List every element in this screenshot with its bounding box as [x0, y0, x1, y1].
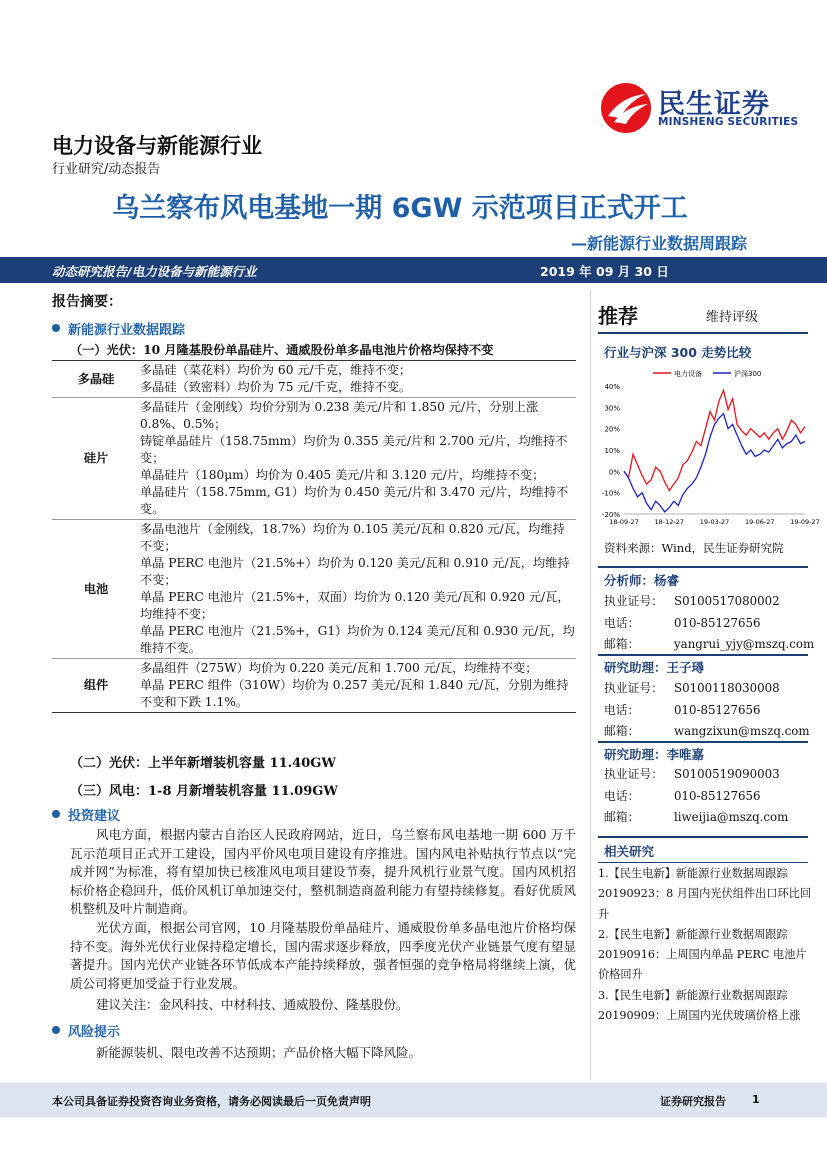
- row-line: 多晶硅（菜花料）均价为 60 元/千克，维持不变；: [140, 363, 412, 377]
- footer-brand: 证券研究报告: [660, 1095, 726, 1108]
- table-row: [52, 398, 576, 520]
- table-row: [52, 520, 576, 659]
- y-tick-label: 40%: [604, 383, 620, 391]
- x-tick-label: 19-03-27: [699, 518, 730, 526]
- section-data-tracking: 新能源行业数据跟踪: [68, 323, 186, 338]
- analyst-contact: 执业证号： S0100517080002 电话： 010-85127656 邮箱： yangrui_yjy@mszq.com: [604, 594, 815, 651]
- x-tick-label: 18-12-27: [654, 518, 685, 526]
- sidebar-divider: [598, 862, 808, 863]
- brand-name-cn: 民生证券: [658, 89, 770, 120]
- abstract-heading: 报告摘要：: [52, 294, 122, 310]
- y-tick-label: 10%: [604, 447, 620, 455]
- row-category: 组件: [52, 659, 140, 713]
- row-line: 单晶 PERC 电池片（21.5%+，G1）均价为 0.124 美元/瓦和 0.930 元/瓦，均维持不变。: [140, 624, 575, 655]
- sidebar-divider: [598, 332, 808, 334]
- assistant-heading: 研究助理：李唯嘉: [604, 747, 705, 762]
- related-research-list: [598, 864, 816, 1026]
- recommendation: 推荐: [598, 304, 638, 328]
- row-category: 多晶硅: [77, 371, 115, 386]
- table-row: [52, 361, 576, 398]
- report-headline: 乌兰察布风电基地一期 6GW 示范项目正式开工: [112, 193, 688, 224]
- subsection-wind-install: （三）风电：1-8 月新增装机容量 11.09GW: [70, 784, 338, 799]
- investment-wind-paragraph: 风电方面，根据内蒙古自治区人民政府网站，近日，乌兰察布风电基地一期 600 万千瓦示范项目正式开工建设，国内平价风电项目建设有序推进。国内风电补贴执行节点以“完成并网”为标准，将有望加快已核准风电项目建设节奏，提升风机行业景气度。国内风机招标价格企稳回升，低价风机订单加速交付，整机制造商盈利能力有望持续修复。看好优质风机整机及叶片制造商。: [70, 827, 576, 916]
- row-line: 单晶硅片（180μm）均价为 0.405 美元/片和 3.120 元/片，均维持不变；: [140, 468, 545, 482]
- y-tick-label: -10%: [601, 489, 620, 498]
- x-tick-label: 18-09-27: [609, 518, 639, 526]
- row-line: 多晶硅（致密料）均价为 75 元/千克，维持不变。: [140, 380, 412, 394]
- chart-source: 资料来源：Wind，民生证券研究院: [604, 541, 784, 555]
- legend-label: 沪深300: [734, 370, 762, 378]
- row-category: 硅片: [52, 398, 140, 520]
- x-tick-label: 19-09-27: [790, 518, 820, 526]
- column-divider: [590, 290, 591, 1080]
- minsheng-logo: [600, 80, 800, 136]
- analyst-heading: 分析师：杨睿: [604, 573, 680, 588]
- assistant-email[interactable]: wangzixun@mszq.com: [674, 724, 810, 738]
- row-line: 多晶电池片（金刚线，18.7%）均价为 0.105 美元/瓦和 0.820 元/瓦，均维持不变；: [140, 522, 565, 553]
- assistant-contact: 执业证号： S0100118030008 电话： 010-85127656 邮箱： wangzixun@mszq.com: [604, 681, 810, 738]
- header-bar-category: 动态研究报告/电力设备与新能源行业: [52, 264, 257, 279]
- report-date: 2019 年 09 月 30 日: [540, 264, 669, 279]
- investment-pv-paragraph: 光伏方面，根据公司官网，10 月隆基股份单晶硅片、通威股份单多晶电池片价格均保持不变。海外光伏行业保持稳定增长，国内需求逐步释放，四季度光伏产业链景气度有望显著提升。国内光伏产业链各环节低成本产能持续释放，强者恒强的竞争格局将继续上演，优质公司将更加受益于行业发展。: [70, 920, 576, 991]
- industry-title: 电力设备与新能源行业: [52, 134, 262, 158]
- x-tick-label: 19-06-27: [744, 518, 775, 526]
- assistant-contact: 执业证号： S0100519090003 电话： 010-85127656 邮箱： liweijia@mszq.com: [604, 767, 789, 824]
- row-line: 单晶硅片（158.75mm, G1）均价为 0.450 美元/片和 3.470 元/片，均维持不变。: [140, 485, 569, 516]
- header-bar: [0, 257, 827, 283]
- related-link[interactable]: 2.【民生电新】新能源行业数据周跟踪 20190916：上周国内单晶 PERC 电池片价格回升: [598, 927, 807, 982]
- row-line: 单晶 PERC 组件（310W）均价为 0.257 美元/瓦和 1.840 元/瓦，分别为维持不变和下跌 1.1%。: [140, 678, 569, 709]
- sidebar-divider: [598, 654, 808, 656]
- sidebar-divider: [598, 566, 808, 568]
- y-tick-label: 0%: [608, 468, 620, 477]
- price-table: [52, 340, 576, 713]
- row-line: 多晶硅片（金刚线）均价分别为 0.238 美元/片和 1.850 元/片，分别上涨 0.8%、0.5%；: [140, 400, 539, 431]
- row-line: 单晶 PERC 电池片（21.5%+）均价为 0.120 美元/瓦和 0.910 元/瓦，均维持不变；: [140, 556, 570, 587]
- sidebar-divider: [598, 836, 808, 838]
- minsheng-emblem-icon: [600, 82, 652, 134]
- risk-paragraph: 新能源装机、限电改善不达预期；产品价格大幅下降风险。: [96, 1045, 422, 1060]
- related-link[interactable]: 1.【民生电新】新能源行业数据周跟踪 20190923：8 月国内光伏组件出口环比回升: [598, 867, 812, 921]
- subsection-pv-install: （二）光伏：上半年新增装机容量 11.40GW: [70, 756, 336, 771]
- section-bullet-icon: [52, 810, 60, 818]
- analyst-email[interactable]: yangrui_yjy@mszq.com: [674, 637, 815, 651]
- related-research-heading: 相关研究: [604, 844, 655, 859]
- row-line: 多晶组件（275W）均价为 0.220 美元/瓦和 1.700 元/瓦，均维持不变；: [140, 661, 538, 675]
- performance-chart: [598, 364, 820, 526]
- page-number: 1: [752, 1093, 760, 1106]
- row-line: 铸锭单晶硅片（158.75mm）均价为 0.355 美元/片和 2.700 元/片，均维持不变；: [140, 434, 568, 465]
- footer-disclaimer: 本公司具备证券投资咨询业务资格，请务必阅读最后一页免责声明: [52, 1095, 371, 1108]
- section-investment: 投资建议: [68, 809, 121, 824]
- price-table-title: （一）光伏：10 月隆基股份单晶硅片、通威股份单多晶电池片价格均保持不变: [52, 340, 576, 361]
- section-bullet-icon: [52, 1026, 60, 1034]
- price-table-container: [52, 340, 576, 713]
- brand-name-en: MINSHENG SECURITIES: [658, 116, 799, 128]
- assistant-heading: 研究助理：王子璕: [604, 660, 705, 675]
- sidebar-divider: [598, 741, 808, 743]
- chart-title: 行业与沪深 300 走势比较: [604, 345, 752, 360]
- section-risk: 风险提示: [68, 1025, 121, 1040]
- report-type: 行业研究/动态报告: [52, 162, 161, 177]
- related-link[interactable]: 3.【民生电新】新能源行业数据周跟踪 20190909：上周国内光伏玻璃价格上涨: [598, 988, 801, 1023]
- assistant-email[interactable]: liweijia@mszq.com: [674, 810, 789, 824]
- section-bullet-icon: [52, 324, 60, 332]
- rating: 维持评级: [706, 310, 759, 325]
- table-row: [52, 659, 576, 713]
- legend-label: 电力设备: [674, 370, 702, 378]
- row-category: 电池: [52, 520, 140, 659]
- row-line: 单晶 PERC 电池片（21.5%+，双面）均价为 0.120 美元/瓦和 0.920 元/瓦，均维持不变；: [140, 590, 570, 621]
- report-subtitle: —新能源行业数据周跟踪: [570, 234, 747, 253]
- y-tick-label: 30%: [604, 404, 620, 413]
- y-tick-label: 20%: [604, 425, 620, 434]
- y-tick-label: -20%: [601, 511, 620, 519]
- footer: [0, 1083, 827, 1117]
- investment-recommend-paragraph: 建议关注：金风科技、中材科技、通威股份、隆基股份。: [96, 997, 409, 1012]
